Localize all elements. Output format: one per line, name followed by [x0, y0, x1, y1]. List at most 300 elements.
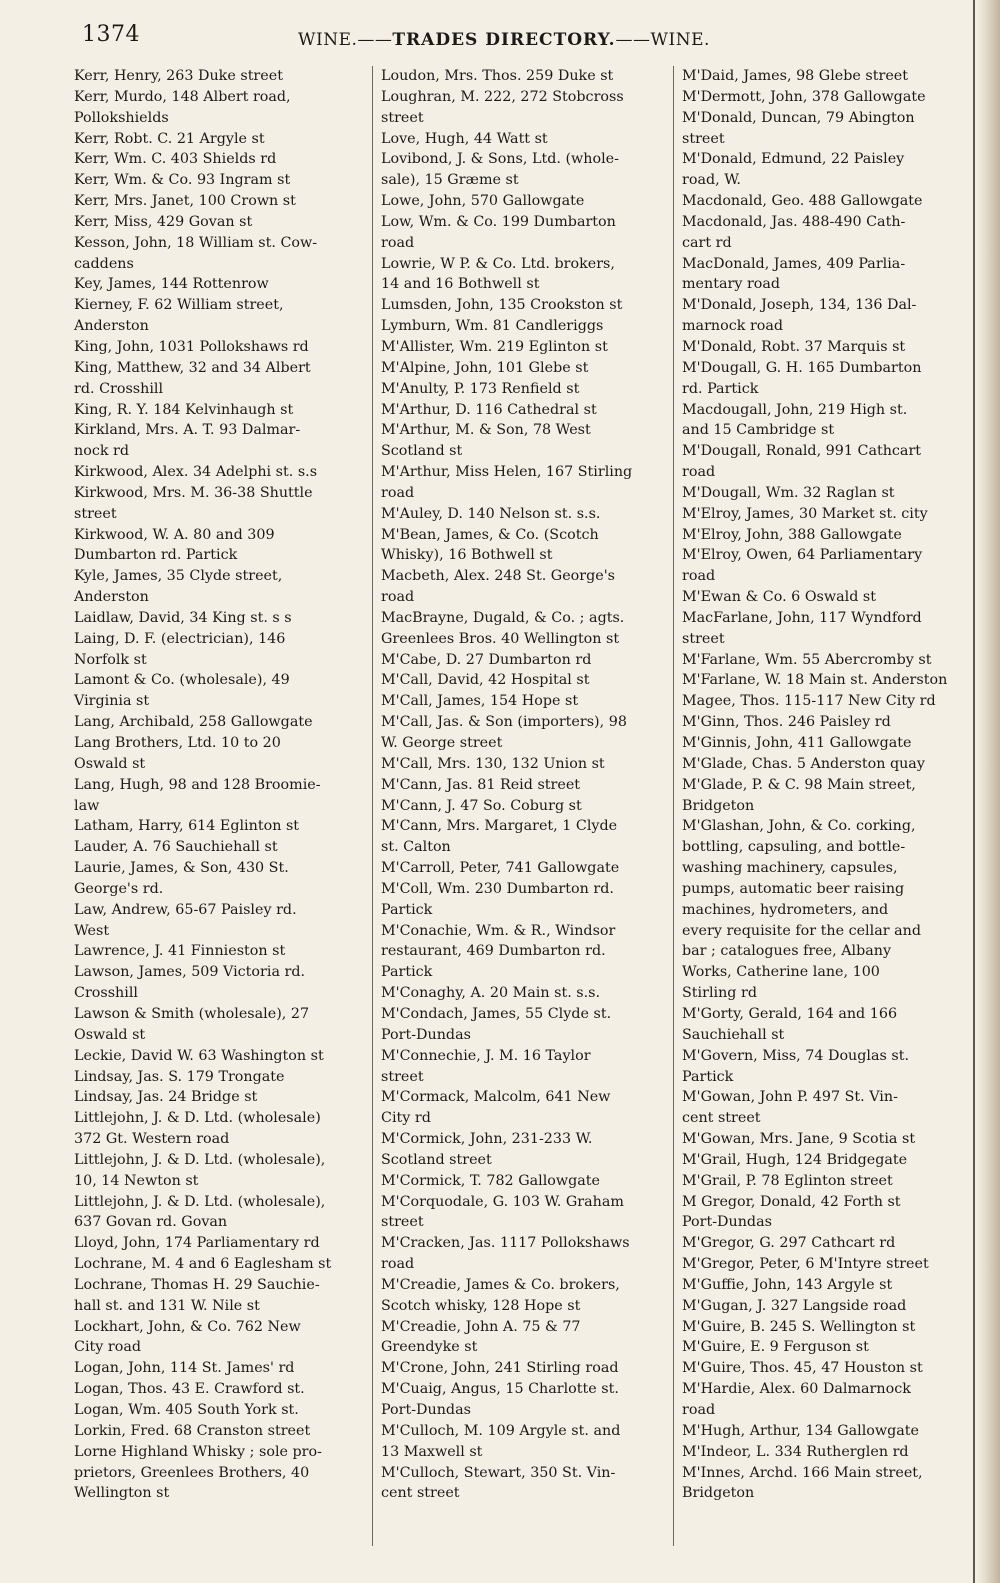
entry-name-line: M'Guffie, John, 143 Argyle st [682, 1276, 893, 1293]
entry-name-line: Latham, Harry, 614 Eglinton st [74, 818, 300, 835]
directory-entry [74, 837, 362, 858]
directory-entry [74, 1046, 362, 1067]
directory-entry [74, 816, 362, 837]
entry-continuation-line: road [381, 234, 415, 251]
entry-name-line: Littlejohn, J. & D. Ltd. (wholesale) [74, 1110, 321, 1127]
directory-entry [74, 233, 362, 275]
directory-entry [381, 566, 669, 608]
directory-entry [381, 983, 669, 1004]
entry-name-line: M'Cabe, D. 27 Dumbarton rd [381, 651, 592, 668]
column-3 [682, 66, 970, 1504]
entry-name-line: Kerr, Miss, 429 Govan st [74, 213, 253, 230]
entry-continuation-line: st. Calton [381, 839, 451, 856]
entry-name-line: Lorkin, Fred. 68 Cranston street [74, 1422, 311, 1439]
entry-name-line: Lochrane, Thomas H. 29 Sauchie- [74, 1276, 320, 1293]
entry-name-line: M'Conaghy, A. 20 Main st. s.s. [381, 985, 601, 1002]
entry-name-line: Loudon, Mrs. Thos. 259 Duke st [381, 68, 614, 84]
entry-continuation-line: Port-Dundas [381, 1026, 471, 1043]
directory-entry [74, 525, 362, 567]
entry-name-line: Kesson, John, 18 William st. Cow- [74, 234, 318, 251]
directory-entry [682, 1129, 970, 1150]
entry-name-line: M'Arthur, M. & Son, 78 West [381, 422, 591, 439]
entry-continuation-line: Partick [682, 1068, 734, 1085]
entry-name-line: M'Call, Mrs. 130, 132 Union st [381, 755, 605, 772]
entry-continuation-line: and 15 Cambridge st [682, 422, 835, 439]
directory-entry [682, 545, 970, 587]
entry-name-line: M'Guire, E. 9 Ferguson st [682, 1339, 869, 1356]
entry-name-line: M'Elroy, John, 388 Gallowgate [682, 526, 902, 543]
directory-entry [682, 483, 970, 504]
directory-entry [74, 775, 362, 817]
entry-continuation-line: West [74, 922, 110, 939]
entry-continuation-line: 10, 14 Newton st [74, 1172, 199, 1189]
entry-continuation-line: Norfolk st [74, 651, 147, 668]
entry-name-line: M'Daid, James, 98 Glebe street [682, 68, 908, 84]
directory-entry [74, 1192, 362, 1234]
directory-entry [381, 650, 669, 671]
entry-continuation-line: road [381, 484, 415, 501]
entry-name-line: Kerr, Wm. C. 403 Shields rd [74, 151, 277, 168]
entry-name-line: Lang Brothers, Ltd. 10 to 20 [74, 735, 281, 751]
directory-entry [74, 274, 362, 295]
entry-name-line: Lang, Hugh, 98 and 128 Broomie- [74, 776, 321, 793]
entry-continuation-line: road [682, 1402, 716, 1418]
entry-name-line: M'Indeor, L. 334 Rutherglen rd [682, 1443, 909, 1460]
entry-name-line: MacBrayne, Dugald, & Co. ; agts. [381, 609, 625, 626]
entry-continuation-line: Greendyke st [381, 1339, 478, 1356]
entry-continuation-line: Works, Catherine lane, 100 [682, 964, 880, 981]
entry-name-line: Lamont & Co. (wholesale), 49 [74, 672, 290, 689]
directory-entry [381, 316, 669, 337]
directory-entry [682, 504, 970, 525]
entry-name-line: M'Glade, P. & C. 98 Main street, [682, 776, 916, 793]
directory-entry [682, 1296, 970, 1317]
entry-name-line: Lowrie, W P. & Co. Ltd. brokers, [381, 255, 615, 272]
directory-entry [682, 441, 970, 483]
entry-continuation-line: 13 Maxwell st [381, 1443, 483, 1460]
entry-continuation-line: hall st. and 131 W. Nile st [74, 1297, 260, 1314]
entry-name-line: M'Creadie, James & Co. brokers, [381, 1276, 620, 1293]
entry-name-line: M'Cann, Jas. 81 Reid street [381, 776, 581, 793]
entry-continuation-line: road, W. [682, 172, 741, 189]
entry-name-line: Lloyd, John, 174 Parliamentary rd [74, 1235, 320, 1252]
entry-name-line: M'Dougall, G. H. 165 Dumbarton [682, 359, 922, 376]
entry-name-line: Lumsden, John, 135 Crookston st [381, 297, 623, 314]
directory-entry [682, 254, 970, 296]
header-left-word: WINE. [298, 30, 358, 50]
entry-name-line: Littlejohn, J. & D. Ltd. (wholesale), [74, 1193, 326, 1210]
entry-name-line: M'Gowan, John P. 497 St. Vin- [682, 1089, 898, 1106]
directory-entry [381, 212, 669, 254]
directory-entry [381, 816, 669, 858]
page-number: 1374 [82, 22, 140, 47]
entry-name-line: M'Dermott, John, 378 Gallowgate [682, 88, 926, 105]
directory-entry [74, 962, 362, 1004]
directory-entry [381, 1233, 669, 1275]
directory-entry [381, 1463, 669, 1505]
entry-name-line: Lorne Highland Whisky ; sole pro- [74, 1443, 322, 1460]
entry-name-line: M'Donald, Duncan, 79 Abington [682, 109, 915, 126]
entry-name-line: M'Farlane, W. 18 Main st. Anderston [682, 672, 948, 689]
entry-name-line: M'Cann, Mrs. Margaret, 1 Clyde [381, 818, 618, 835]
directory-entry [381, 254, 669, 296]
entry-name-line: Lang, Archibald, 258 Gallowgate [74, 714, 313, 731]
entry-name-line: M'Arthur, D. 116 Cathedral st [381, 401, 597, 418]
entry-continuation-line: Scotland street [381, 1151, 492, 1168]
directory-entry [381, 504, 669, 525]
directory-entry [682, 1275, 970, 1296]
entry-name-line: Lochrane, M. 4 and 6 Eaglesham st [74, 1256, 332, 1273]
directory-entry [381, 191, 669, 212]
directory-entry [74, 129, 362, 150]
directory-entry [74, 566, 362, 608]
entry-continuation-line: road [682, 464, 716, 481]
entry-continuation-line: washing machinery, capsules, [682, 860, 898, 877]
entry-name-line: Kerr, Wm. & Co. 93 Ingram st [74, 172, 291, 189]
directory-entry [381, 1317, 669, 1359]
entry-name-line: M'Alpine, John, 101 Glebe st [381, 359, 589, 376]
entry-continuation-line: Oswald st [74, 1026, 146, 1043]
entry-continuation-line: City rd [381, 1110, 431, 1127]
entry-name-line: M'Hardie, Alex. 60 Dalmarnock [682, 1381, 911, 1398]
entry-name-line: Kerr, Murdo, 148 Albert road, [74, 88, 291, 105]
entry-name-line: M'Grail, P. 78 Eglinton street [682, 1172, 893, 1189]
directory-entry [74, 420, 362, 462]
entry-continuation-line: Greenlees Bros. 40 Wellington st [381, 630, 620, 647]
entry-name-line: M'Corquodale, G. 103 W. Graham [381, 1193, 624, 1210]
directory-entry [682, 733, 970, 754]
entry-name-line: M'Donald, Robt. 37 Marquis st [682, 338, 906, 355]
directory-entry [74, 149, 362, 170]
directory-entry [682, 712, 970, 733]
directory-entry [682, 87, 970, 108]
entry-continuation-line: bar ; catalogues free, Albany [682, 943, 892, 960]
entry-name-line: Lawson & Smith (wholesale), 27 [74, 1005, 310, 1022]
directory-entry [74, 212, 362, 233]
entry-continuation-line: marnock road [682, 318, 784, 335]
entry-name-line: M'Cormick, T. 782 Gallowgate [381, 1172, 601, 1189]
directory-entry [381, 420, 669, 462]
entry-name-line: M'Glade, Chas. 5 Anderston quay [682, 755, 925, 772]
directory-entry [381, 525, 669, 567]
directory-entry [74, 1254, 362, 1275]
directory-entry [74, 900, 362, 942]
entry-name-line: M'Cuaig, Angus, 15 Charlotte st. [381, 1381, 619, 1398]
entry-continuation-line: Anderston [74, 318, 149, 335]
entry-name-line: Lawson, James, 509 Victoria rd. [74, 964, 306, 981]
header-right-word: WINE. [650, 30, 710, 50]
entry-name-line: Low, Wm. & Co. 199 Dumbarton [381, 213, 616, 230]
entry-continuation-line: Partick [381, 964, 433, 981]
directory-entry [74, 858, 362, 900]
directory-entry [74, 629, 362, 671]
directory-entry [74, 170, 362, 191]
entry-name-line: M'Govern, Miss, 74 Douglas st. [682, 1047, 910, 1064]
entry-name-line: Lockhart, John, & Co. 762 New [74, 1318, 301, 1335]
entry-name-line: Macbeth, Alex. 248 St. George's [381, 568, 615, 585]
directory-entry [682, 1442, 970, 1463]
entry-name-line: M'Gorty, Gerald, 164 and 166 [682, 1005, 898, 1022]
directory-entry [381, 1275, 669, 1317]
entry-name-line: M'Grail, Hugh, 124 Bridgegate [682, 1151, 908, 1168]
entry-continuation-line: sale), 15 Græme st [381, 172, 519, 189]
entry-name-line: Key, James, 144 Rottenrow [74, 276, 269, 293]
directory-entry [682, 608, 970, 650]
directory-entry [74, 66, 362, 87]
entry-name-line: Kierney, F. 62 William street, [74, 297, 284, 314]
entry-name-line: M'Call, David, 42 Hospital st [381, 672, 590, 689]
directory-entry [74, 670, 362, 712]
directory-entry [381, 691, 669, 712]
directory-entry [682, 358, 970, 400]
entry-continuation-line: City road [74, 1339, 141, 1356]
entry-name-line: M'Farlane, Wm. 55 Abercromby st [682, 651, 932, 668]
entry-name-line: Love, Hugh, 44 Watt st [381, 130, 548, 147]
entry-continuation-line: Port-Dundas [682, 1214, 772, 1231]
entry-continuation-line: street [74, 505, 117, 522]
entry-name-line: Lymburn, Wm. 81 Candleriggs [381, 318, 604, 335]
directory-entry [74, 1233, 362, 1254]
entry-name-line: Logan, Thos. 43 E. Crawford st. [74, 1381, 305, 1398]
directory-entry [682, 337, 970, 358]
entry-name-line: Laing, D. F. (electrician), 146 [74, 630, 286, 647]
directory-entry [74, 337, 362, 358]
directory-entry [682, 1171, 970, 1192]
directory-entry [381, 1192, 669, 1234]
directory-entry [682, 191, 970, 212]
entry-name-line: M'Call, James, 154 Hope st [381, 693, 579, 710]
entry-name-line: M'Cormick, John, 231-233 W. [381, 1131, 593, 1148]
entry-name-line: M'Elroy, James, 30 Market st. city [682, 505, 928, 522]
directory-entry [381, 1358, 669, 1379]
entry-name-line: M'Call, Jas. & Son (importers), 98 [381, 714, 627, 731]
entry-continuation-line: Oswald st [74, 755, 146, 772]
entry-name-line: Kirkwood, W. A. 80 and 309 [74, 526, 275, 543]
entry-name-line: Laurie, James, & Son, 430 St. [74, 860, 289, 877]
directory-entry [381, 775, 669, 796]
entry-continuation-line: Stirling rd [682, 985, 757, 1002]
directory-entry [682, 1004, 970, 1046]
entry-name-line: Kyle, James, 35 Clyde street, [74, 568, 283, 585]
entry-continuation-line: Wellington st [74, 1485, 170, 1502]
directory-entry [682, 295, 970, 337]
directory-entry [74, 1379, 362, 1400]
directory-entry [682, 691, 970, 712]
directory-entry [74, 1421, 362, 1442]
entry-continuation-line: cent street [381, 1485, 460, 1502]
entry-name-line: M'Crone, John, 241 Stirling road [381, 1360, 619, 1377]
directory-entry [74, 400, 362, 421]
directory-entry [682, 108, 970, 150]
directory-entry [381, 129, 669, 150]
directory-entry [74, 1275, 362, 1317]
entry-continuation-line: Whisky), 16 Bothwell st [381, 547, 553, 564]
directory-entry [74, 941, 362, 962]
entry-continuation-line: 637 Govan rd. Govan [74, 1214, 228, 1231]
entry-continuation-line: Port-Dundas [381, 1402, 471, 1418]
directory-entry [74, 712, 362, 733]
entry-continuation-line: road [682, 568, 716, 585]
entry-name-line: Lindsay, Jas. 24 Bridge st [74, 1089, 258, 1106]
entry-name-line: M'Gowan, Mrs. Jane, 9 Scotia st [682, 1131, 916, 1148]
directory-entry [381, 400, 669, 421]
entry-name-line: M'Cann, J. 47 So. Coburg st [381, 797, 582, 814]
running-header: WINE.——TRADES DIRECTORY.——WINE. [298, 30, 710, 50]
entry-name-line: M'Ginn, Thos. 246 Paisley rd [682, 714, 891, 731]
directory-entry [74, 1067, 362, 1088]
entry-name-line: Kerr, Mrs. Janet, 100 Crown st [74, 193, 296, 210]
entry-name-line: King, Matthew, 32 and 34 Albert [74, 359, 311, 376]
entry-name-line: Lowe, John, 570 Gallowgate [381, 193, 585, 210]
directory-entry [682, 1317, 970, 1338]
directory-entry [74, 358, 362, 400]
entry-name-line: Lindsay, Jas. S. 179 Trongate [74, 1068, 285, 1085]
entry-name-line: M'Connechie, J. M. 16 Taylor [381, 1047, 591, 1064]
entry-continuation-line: Crosshill [74, 985, 138, 1002]
entry-continuation-line: Anderston [74, 589, 149, 606]
entry-name-line: M'Gregor, G. 297 Cathcart rd [682, 1235, 896, 1252]
directory-entry [381, 462, 669, 504]
directory-entry [381, 66, 669, 87]
directory-entry [682, 587, 970, 608]
directory-entry [682, 1150, 970, 1171]
entry-continuation-line: pumps, automatic beer raising [682, 880, 905, 897]
directory-entry [381, 1421, 669, 1463]
directory-entry [682, 1379, 970, 1421]
directory-entry [74, 733, 362, 775]
directory-entry [74, 608, 362, 629]
directory-entry [381, 295, 669, 316]
directory-entry [74, 1108, 362, 1150]
entry-name-line: Kerr, Henry, 263 Duke street [74, 68, 283, 84]
entry-name-line: King, John, 1031 Pollokshaws rd [74, 338, 309, 355]
directory-entry [381, 87, 669, 129]
entry-continuation-line: Bridgeton [682, 797, 755, 814]
entry-name-line: M'Innes, Archd. 166 Main street, [682, 1464, 923, 1481]
directory-entry [682, 1192, 970, 1234]
entry-name-line: M'Condach, James, 55 Clyde st. [381, 1005, 612, 1022]
entry-continuation-line: Bridgeton [682, 1485, 755, 1502]
column-divider [673, 66, 674, 1546]
entry-name-line: Lawrence, J. 41 Finnieston st [74, 943, 286, 960]
entry-name-line: Kirkwood, Alex. 34 Adelphi st. s.s [74, 464, 318, 481]
entry-continuation-line: street [682, 130, 725, 147]
entry-continuation-line: Scotland st [381, 443, 463, 460]
directory-entry [74, 191, 362, 212]
directory-entry [381, 858, 669, 879]
page-edge-line [973, 0, 975, 1583]
entry-name-line: MacDonald, James, 409 Parlia- [682, 255, 906, 272]
entry-name-line: M'Ginnis, John, 411 Gallowgate [682, 735, 912, 751]
entry-name-line: M'Creadie, John A. 75 & 77 [381, 1318, 581, 1335]
column-divider [372, 66, 373, 1546]
page-binding-edge [976, 0, 1000, 1583]
directory-entry [682, 149, 970, 191]
entry-name-line: M'Auley, D. 140 Nelson st. s.s. [381, 505, 601, 522]
entry-name-line: M'Donald, Joseph, 134, 136 Dal- [682, 297, 917, 314]
directory-entry [74, 462, 362, 483]
directory-entry [381, 754, 669, 775]
entry-name-line: Laidlaw, David, 34 King st. s s [74, 609, 292, 626]
entry-continuation-line: Dumbarton rd. Partick [74, 547, 238, 564]
directory-entry [682, 1463, 970, 1505]
entry-name-line: King, R. Y. 184 Kelvinhaugh st [74, 401, 294, 418]
entry-name-line: Kerr, Robt. C. 21 Argyle st [74, 130, 265, 147]
entry-continuation-line: mentary road [682, 276, 781, 293]
entry-name-line: M'Coll, Wm. 230 Dumbarton rd. [381, 880, 614, 897]
entry-continuation-line: Scotch whisky, 128 Hope st [381, 1297, 581, 1314]
entry-continuation-line: street [682, 630, 725, 647]
directory-entry [74, 1004, 362, 1046]
directory-entry [682, 525, 970, 546]
directory-entry [381, 1087, 669, 1129]
entry-name-line: Littlejohn, J. & D. Ltd. (wholesale), [74, 1151, 326, 1168]
directory-entry [74, 1400, 362, 1421]
entry-continuation-line: W. George street [381, 735, 503, 751]
entry-continuation-line: street [381, 1068, 424, 1085]
entry-name-line: M Gregor, Donald, 42 Forth st [682, 1193, 901, 1210]
directory-entry [74, 1087, 362, 1108]
directory-entry [682, 670, 970, 691]
directory-entry [682, 775, 970, 817]
directory-entry [74, 295, 362, 337]
entry-name-line: M'Culloch, M. 109 Argyle st. and [381, 1422, 621, 1439]
entry-name-line: M'Bean, James, & Co. (Scotch [381, 526, 599, 543]
directory-entry [381, 608, 669, 650]
entry-continuation-line: prietors, Greenlees Brothers, 40 [74, 1464, 310, 1481]
entry-name-line: M'Carroll, Peter, 741 Gallowgate [381, 860, 620, 877]
directory-entry [381, 1171, 669, 1192]
entry-continuation-line: road [381, 1256, 415, 1273]
entry-name-line: Macdonald, Jas. 488-490 Cath- [682, 213, 906, 230]
directory-entry [381, 1379, 669, 1421]
directory-entry [381, 921, 669, 984]
entry-name-line: M'Cracken, Jas. 1117 Pollokshaws [381, 1235, 630, 1252]
directory-entry [381, 1129, 669, 1171]
directory-entry [381, 337, 669, 358]
entry-continuation-line: Pollokshields [74, 109, 169, 126]
directory-entry [682, 66, 970, 87]
directory-entry [682, 1087, 970, 1129]
directory-entry [682, 1337, 970, 1358]
entry-name-line: Lauder, A. 76 Sauchiehall st [74, 839, 278, 856]
entry-name-line: M'Glashan, John, & Co. corking, [682, 818, 916, 835]
entry-name-line: M'Culloch, Stewart, 350 St. Vin- [381, 1464, 616, 1481]
directory-entry [682, 1233, 970, 1254]
directory-entry [381, 1046, 669, 1088]
directory-entry [74, 1150, 362, 1192]
entry-continuation-line: law [74, 797, 100, 814]
entry-name-line: M'Anulty, P. 173 Renfield st [381, 380, 580, 397]
entry-name-line: M'Allister, Wm. 219 Eglinton st [381, 338, 608, 355]
entry-name-line: M'Gugan, J. 327 Langside road [682, 1297, 907, 1314]
entry-name-line: M'Donald, Edmund, 22 Paisley [682, 151, 905, 168]
directory-entry [381, 796, 669, 817]
entry-continuation-line: Virginia st [74, 693, 150, 710]
directory-entry [682, 816, 970, 1004]
directory-entry [381, 879, 669, 921]
entry-name-line: Law, Andrew, 65-67 Paisley rd. [74, 901, 297, 918]
entry-continuation-line: 372 Gt. Western road [74, 1131, 230, 1148]
entry-continuation-line: nock rd [74, 443, 130, 460]
column-1 [74, 66, 362, 1504]
directory-entry [74, 483, 362, 525]
directory-entry [682, 754, 970, 775]
entry-name-line: Logan, John, 114 St. James' rd [74, 1360, 295, 1377]
column-2 [381, 66, 669, 1504]
directory-entry [682, 650, 970, 671]
entry-name-line: M'Elroy, Owen, 64 Parliamentary [682, 547, 923, 564]
